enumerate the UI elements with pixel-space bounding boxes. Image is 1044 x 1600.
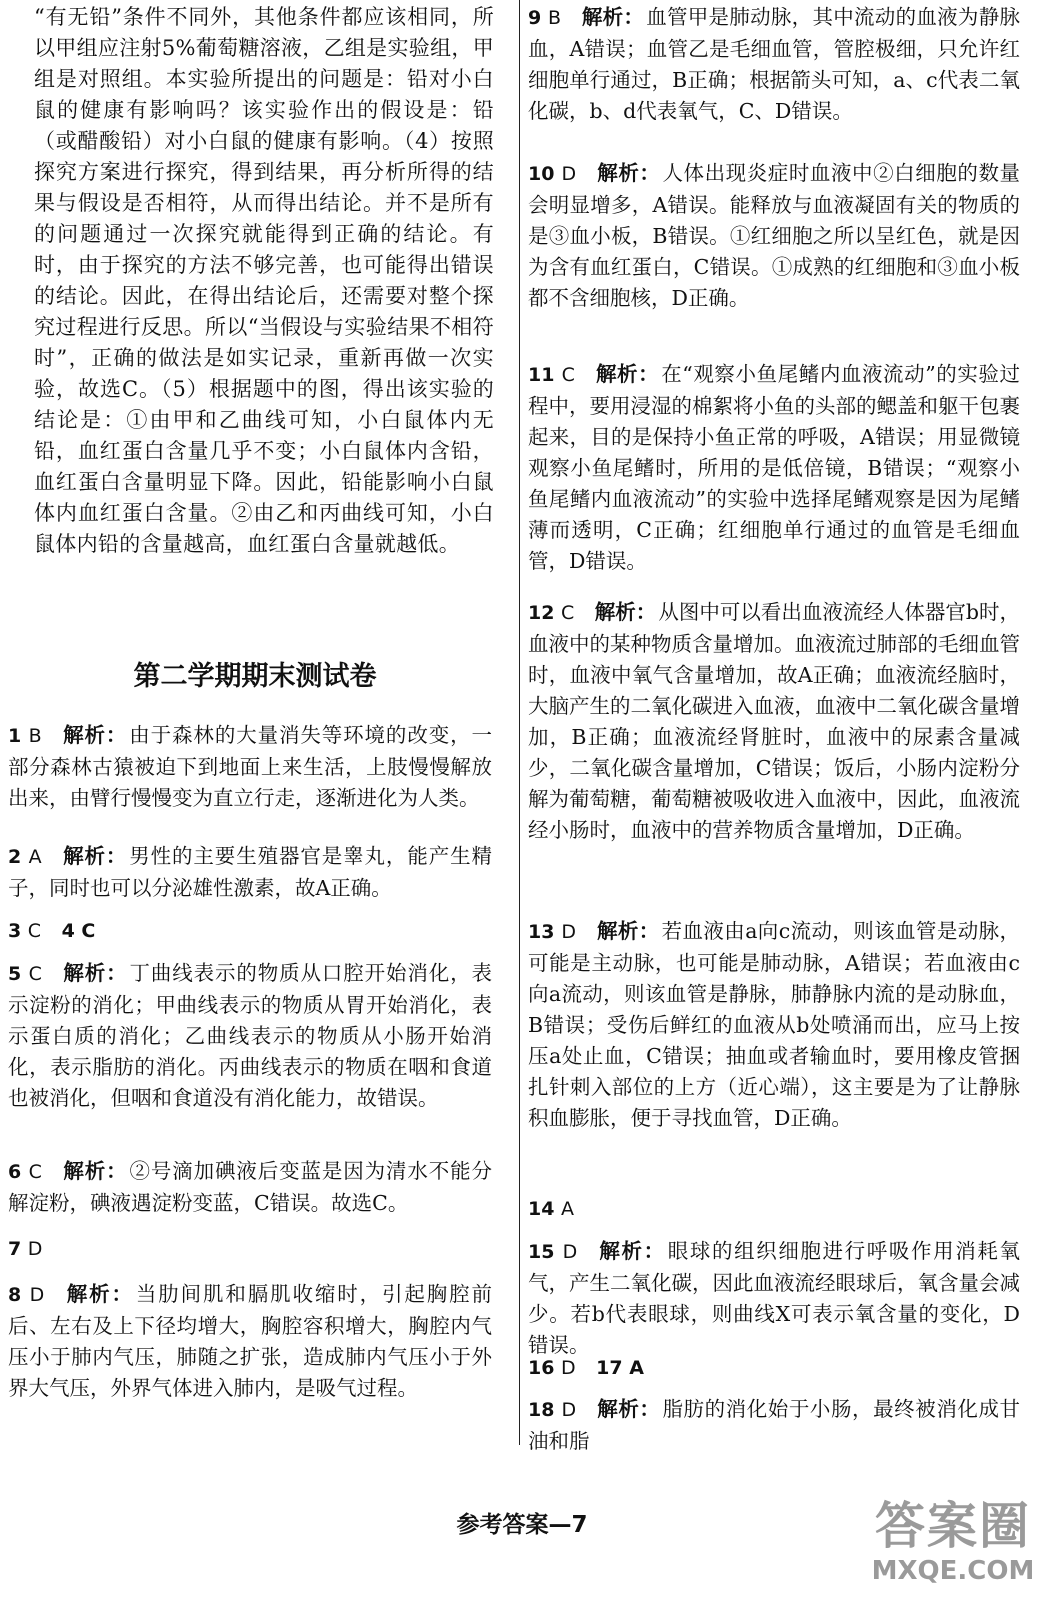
answer-item-8: 8 D 解析：当肋间肌和膈肌收缩时，引起胸腔前后、左右及上下径均增大，胸腔容积增大，胸腔内气压小于肺内气压，肺随之扩张，造成肺内气压小于外界大气压，外界气体进入肺内，是吸气过程。 [8,1282,492,1400]
answer-item-15: 15 D 解析：眼球的组织细胞进行呼吸作用消耗氧气，产生二氧化碳，因此血液流经眼球后，氧含量会减少。若b代表眼球，则曲线X可表示氧含量的变化，D错误。 [528,1239,1020,1357]
answer-item-9: 9 B 解析：血管甲是肺动脉，其中流动的血液为静脉血，A错误；血管乙是毛细血管，管腔极细，只允许红细胞单行通过，B正确；根据箭头可知，a、c代表二氧化碳，b、d代表氧气，C、D错误。 [528,5,1020,123]
page-footer: 参考答案—7 [456,1512,588,1538]
watermark-logo [868,1496,1038,1596]
answer-item-14: 14 A [528,1198,574,1220]
watermark-url: MXQE.COM [871,1556,1035,1586]
answer-item-13: 13 D 解析：若血液由a向c流动，则该血管是动脉，可能是主动脉，也可能是肺动脉，A错误；若血液由c向a流动，则该血管是静脉，肺静脉内流的是动脉血，B错误；受伤后鲜红的血液从b处喷涌而出，应马上按压a处止血，C错误；抽血或者输血时，要用橡皮管捆扎针刺入部位的上方（近心端），这主要是为了让静脉积血膨胀，便于寻找血管，D正确。 [528,919,1021,1130]
answer-item-1: 1 B 解析：由于森林的大量消失等环境的改变，一部分森林古猿被迫下到地面上来生活，上肢慢慢解放出来，由臂行慢慢变为直立行走，逐渐进化为人类。 [8,723,492,810]
answer-item-12: 12 C 解析：从图中可以看出血液流经人体器官b时，血液中的某种物质含量增加。血液流过肺部的毛细血管时，血液中氧气含量增加，故A正确；血液流经脑时，大脑产生的二氧化碳进入血液，血液中二氧化碳含量增加，B正确；血液流经肾脏时，血液中的尿素含量减少，二氧化碳含量增加，C错误；饭后，小肠内淀粉分解为葡萄糖，葡萄糖被吸收进入血液中，因此，血液流经小肠时，血液中的营养物质含量增加，D正确。 [528,600,1020,842]
column-divider [519,0,520,1445]
answer-item-18: 18 D 解析：脂肪的消化始于小肠，最终被消化成甘油和脂 [528,1397,1021,1453]
answer-item-10: 10 D 解析：人体出现炎症时血液中②白细胞的数量会明显增多，A错误。能释放与血液凝固有关的物质的是③血小板，B错误。①红细胞之所以呈红色，就是因为含有血红蛋白，C错误。①成熟的红细胞和③血小板都不含细胞核，D正确。 [528,161,1021,310]
answer-item-7: 7 D [8,1238,43,1260]
answer-item-16-17: 16 D 17 A [528,1357,644,1379]
answer-item-3-4: 3 C 4 C [8,920,96,942]
answer-item-11: 11 C 解析：在“观察小鱼尾鳍内血液流动”的实验过程中，要用浸湿的棉絮将小鱼的头部的鳃盖和躯干包裹起来，目的是保持小鱼正常的呼吸，A错误；用显微镜观察小鱼尾鳍时，所用的是低倍镜，B错误；“观察小鱼尾鳍内血液流动”的实验中选择尾鳍观察是因为尾鳍薄而透明，C正确；红细胞单行通过的血管是毛细血管，D错误。 [528,362,1021,573]
answer-item-2: 2 A 解析：男性的主要生殖器官是睾丸，能产生精子，同时也可以分泌雄性激素，故A正确。 [8,844,492,900]
answer-item-5: 5 C 解析：丁曲线表示的物质从口腔开始消化，表示淀粉的消化；甲曲线表示的物质从胃开始消化，表示蛋白质的消化；乙曲线表示的物质从小肠开始消化，表示脂肪的消化。丙曲线表示的物质在咽和食道也被消化，但咽和食道没有消化能力，故错误。 [8,961,493,1110]
continuation-paragraph: “有无铅”条件不同外，其他条件都应该相同，所以甲组应注射5%葡萄糖溶液，乙组是实验组，甲组是对照组。本实验所提出的问题是：铅对小白鼠的健康有影响吗？该实验作出的假设是：铅（或醋酸铅）对小白鼠的健康有影响。（4）按照探究方案进行探究，得到结果，再分析所得的结果与假设是否相符，从而得出结论。并不是所有的问题通过一次探究就能得到正确的结论。有时，由于探究的方法不够完善，也可能得出错误的结论。因此，在得出结论后，还需要对整个探究过程进行反思。所以“当假设与实验结果不相符时”，正确的做法是如实记录，重新再做一次实验，故选C。（5）根据题中的图，得出该实验的结论是：①由甲和乙曲线可知，小白鼠体内无铅，血红蛋白含量几乎不变；小白鼠体内含铅，血红蛋白含量明显下降。因此，铅能影响小白鼠体内血红蛋白含量。②由乙和丙曲线可知，小白鼠体内铅的含量越高，血红蛋白含量就越低。 [34,5,494,556]
section-title: 第二学期期末测试卷 [133,661,377,692]
answer-item-6: 6 C 解析：②号滴加碘液后变蓝是因为清水不能分解淀粉，碘液遇淀粉变蓝，C错误。故选C。 [8,1159,493,1215]
watermark-logo-text: 答案圈 [875,1497,1031,1555]
